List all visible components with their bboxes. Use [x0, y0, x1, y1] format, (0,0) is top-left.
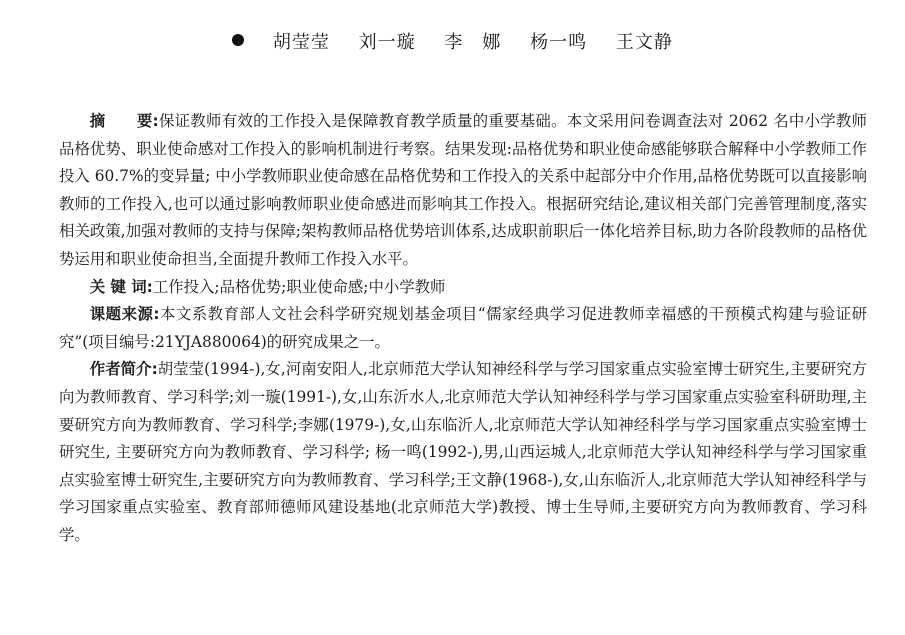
keywords-label: 关 键 词:: [89, 277, 153, 296]
funding-paragraph: [59, 301, 867, 356]
article-front-matter: [59, 108, 867, 550]
author-bio-text: 胡莹莹(1994-),女,河南安阳人,北京师范大学认知神经科学与学习国家重点实验室博士研究生,主要研究方向为教师教育、学习科学;刘一璇(1991-),女,山东沂水人,北京师范大学认知神经科学与学习国家重点实验室科研助理,主要研究方向为教师教育、学习科学;李娜(1979-),女,山东临沂人,北京师范大学认知神经科学与学习国家重点实验室博士研究生, 主要研究方向为教师教育、学习科学; 杨一鸣(1992-),男,山西运城人,北京师范大学认知神经科学与学习国家重点实验室博士研究生,主要研究方向为教师教育、学习科学;王文静(1968-),女,山东临沂人,北京师范大学认知神经科学与学习国家重点实验室、教育部师德师风建设基地(北京师范大学)教授、博士生导师,主要研究方向为教师教育、学习科学。: [59, 360, 868, 544]
author-name: 胡莹莹: [272, 32, 330, 53]
keywords-paragraph: [59, 274, 867, 302]
author-name: 刘一璇: [358, 32, 416, 53]
funding-label: 课题来源:: [89, 305, 160, 324]
funding-text: 本文系教育部人文社会科学研究规划基金项目“儒家经典学习促进教师幸福感的干预模式构建与验证研究”(项目编号:21YJA880064)的研究成果之一。: [59, 305, 868, 351]
author-bio-label: 作者简介:: [89, 360, 158, 379]
author-list: [0, 28, 905, 54]
keywords-text: 工作投入;品格优势;职业使命感;中小学教师: [152, 277, 446, 296]
author-name: 杨一鸣: [530, 32, 588, 53]
author-bio-paragraph: [59, 356, 867, 549]
bullet-icon: [232, 34, 244, 46]
author-name: 李 娜: [444, 32, 502, 53]
abstract-paragraph: [59, 108, 867, 274]
author-name: 王文静: [615, 32, 673, 53]
abstract-label: 摘 要:: [89, 112, 159, 130]
abstract-text: 保证教师有效的工作投入是保障教育教学质量的重要基础。本文采用问卷调查法对 2062 名中小学教师品格优势、职业使命感对工作投入的影响机制进行考察。结果发现:品格优势和职业使命感能够联合解释中小学教师工作投入 60.7%的变异量; 中小学教师职业使命感在品格优势和工作投入的关系中起部分中介作用,品格优势既可以直接影响教师的工作投入,也可以通过影响教师职业使命感进而影响其工作投入。根据研究结论,建议相关部门完善管理制度,落实相关政策,加强对教师的支持与保障;架构教师品格优势培训体系,达成职前职后一体化培养目标,助力各阶段教师的品格优势运用和职业使命担当,全面提升教师工作投入水平。: [59, 112, 868, 268]
